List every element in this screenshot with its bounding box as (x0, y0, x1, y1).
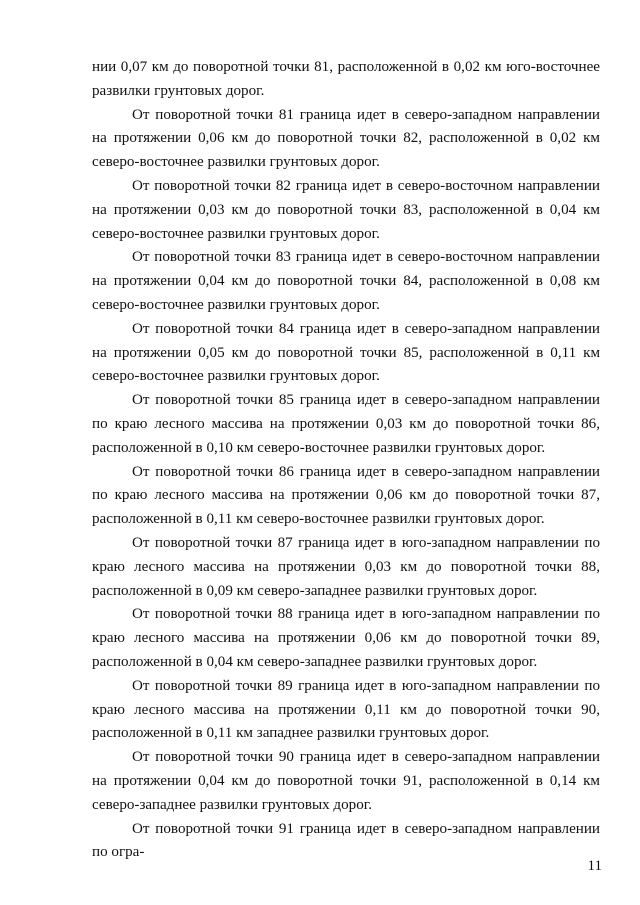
paragraph: От поворотной точки 90 граница идет в северо-западном направлении на протяжении 0,04 км до поворотной точки 91, расположенной в 0,14 км северо-западнее развилки грунтовых дорог. (92, 749, 600, 813)
paragraph: От поворотной точки 82 граница идет в северо-восточном направлении на протяжении 0,03 км до поворотной точки 83, расположенной в 0,04 км северо-восточнее развилки грунтовых дорог. (92, 177, 600, 242)
paragraph: От поворотной точки 83 граница идет в северо-восточном направлении на протяжении 0,04 км до поворотной точки 84, расположенной в 0,08 км северо-восточнее развилки грунтовых дорог. (92, 249, 600, 313)
paragraph: От поворотной точки 84 граница идет в северо-западном направлении на протяжении 0,05 км до поворотной точки 85, расположенной в 0,11 км северо-восточнее развилки грунтовых дорог. (92, 320, 600, 385)
paragraph: От поворотной точки 85 граница идет в северо-западном направлении по краю лесного массива на протяжении 0,03 км до поворотной точки 86, расположенной в 0,10 км северо-восточнее развилки грунтовых дорог. (92, 392, 600, 456)
body-text (92, 56, 600, 865)
paragraph: От поворотной точки 86 граница идет в северо-западном направлении по краю лесного массива на протяжении 0,06 км до поворотной точки 87, расположенной в 0,11 км северо-восточнее развилки грунтовых дорог. (92, 463, 600, 528)
paragraph: От поворотной точки 81 граница идет в северо-западном направлении на протяжении 0,06 км до поворотной точки 82, расположенной в 0,02 км северо-восточнее развилки грунтовых дорог. (92, 106, 600, 171)
paragraph-continuation: нии 0,07 км до поворотной точки 81, расположенной в 0,02 км юго-восточнее развилки грунтовых дорог. (92, 59, 600, 99)
paragraph: От поворотной точки 89 граница идет в юго-западном направлении по краю лесного массива на протяжении 0,11 км до поворотной точки 90, расположенной в 0,11 км западнее развилки грунтовых дорог. (92, 677, 600, 742)
paragraph: От поворотной точки 87 граница идет в юго-западном направлении по краю лесного массива на протяжении 0,03 км до поворотной точки 88, расположенной в 0,09 км северо-западнее развилки грунтовых дорог. (92, 534, 600, 599)
paragraph: От поворотной точки 88 граница идет в юго-западном направлении по краю лесного массива на протяжении 0,06 км до поворотной точки 89, расположенной в 0,04 км северо-западнее развилки грунтовых дорог. (92, 606, 600, 670)
page-number: 11 (587, 858, 602, 874)
paragraph: От поворотной точки 91 граница идет в северо-западном направлении по огра- (92, 820, 600, 861)
